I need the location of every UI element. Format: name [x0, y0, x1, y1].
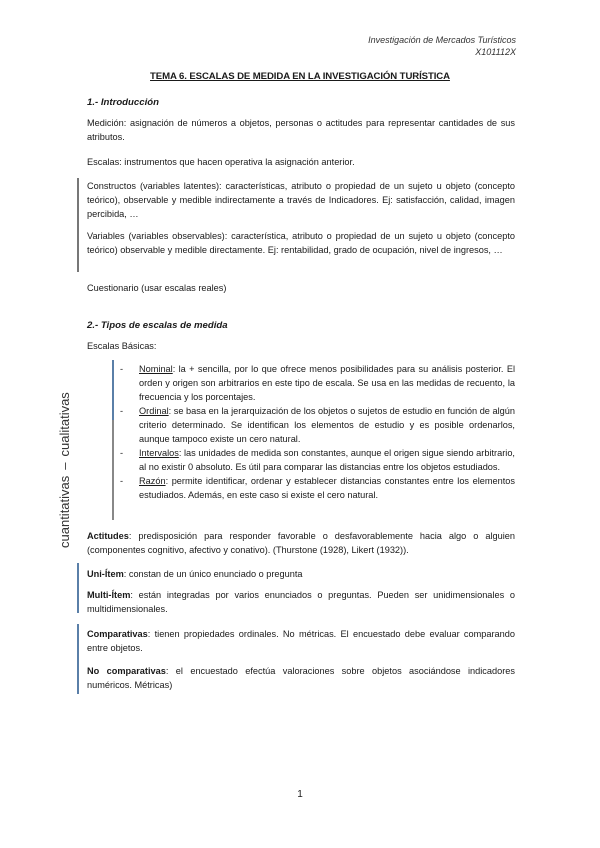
term-intervalos: Intervalos [139, 448, 179, 458]
paragraph-no-comparativas [87, 664, 515, 692]
page-title: TEMA 6. ESCALAS DE MEDIDA EN LA INVESTIGACIÓN TURÍSTICA [150, 71, 450, 82]
side-label-qualitative: cualitativas [57, 392, 72, 457]
bracket-comparative [77, 624, 79, 694]
list-item-intervalos [120, 446, 515, 474]
side-label-scale-types [57, 392, 72, 548]
paragraph-comparativas [87, 627, 515, 655]
term-ordinal: Ordinal [139, 406, 169, 416]
header-code: X101112X [475, 47, 516, 57]
definition-actitudes: : predisposición para responder favorable o desfavorablemente hacia algo o alguien (componentes cognitivo, afectivo y conativo). (Thurstone (1928), Likert (1932)). [87, 531, 515, 555]
definition-uni-item: : constan de un único enunciado o pregunta [123, 569, 303, 579]
margin-bracket-constructs [77, 178, 79, 272]
bracket-qualitative [112, 360, 114, 420]
term-actitudes: Actitudes [87, 531, 129, 541]
term-razon: Razón [139, 476, 166, 486]
header-course: Investigación de Mercados Turísticos [368, 35, 516, 45]
running-header [368, 34, 516, 58]
list-bullet: - [120, 476, 124, 486]
paragraph-actitudes [87, 529, 515, 557]
definition-nominal: : la + sencilla, por lo que ofrece menos posibilidades para su análisis posterior. El orden y origen son arbitrarios en este tipo de escala. Se usa en las medidas de recuento, la frecuencia y los porcentajes. [139, 364, 515, 402]
paragraph-multi-item [87, 588, 515, 616]
scale-types-list [120, 362, 515, 502]
list-bullet: - [120, 448, 124, 458]
side-label-separator: – [57, 462, 72, 470]
term-no-comparativas: No comparativas [87, 666, 166, 676]
definition-multi-item: : están integradas por varios enunciados o preguntas. Pueden ser unidimensionales o multidimensionales. [87, 590, 515, 614]
paragraph-medicion: Medición: asignación de números a objetos, personas o actitudes para representar cantidades de sus atributos. [87, 118, 515, 142]
bracket-quantitative [112, 420, 114, 520]
paragraph-constructos: Constructos (variables latentes): características, atributo o propiedad de un sujeto u objeto (concepto teórico), observable y medible indirectamente a través de Indicadores. Ej: satisfacción, calidad, imagen percibida, … [87, 181, 515, 219]
bracket-items [77, 563, 79, 613]
section-heading-intro: 1.- Introducción [87, 97, 159, 108]
term-comparativas: Comparativas [87, 629, 148, 639]
paragraph-uni-item [87, 567, 515, 581]
paragraph-variables: Variables (variables observables): característica, atributo o propiedad de un sujeto u objeto (concepto teórico) observable y medible directamente. Ej: rentabilidad, grado de ocupación, nivel de ingresos, … [87, 231, 515, 255]
definition-ordinal: : se basa en la jerarquización de los objetos o sujetos de estudio en función de algún criterio determinado. Se identifican los elementos de estudio y es posible ordenarlos, aunque tampoco existe un cero natural. [139, 406, 515, 444]
term-multi-item: Multi-Ítem [87, 590, 131, 600]
section-heading-types: 2.- Tipos de escalas de medida [87, 320, 228, 331]
paragraph-cuestionario: Cuestionario (usar escalas reales) [87, 283, 227, 293]
definition-intervalos: : las unidades de medida son constantes, aunque el origen sigue siendo arbitrario, al no existir 0 absoluto. Es útil para comparar las distancias entre los objetos estudiados. [139, 448, 515, 472]
list-item-razon [120, 474, 515, 502]
paragraph-escalas: Escalas: instrumentos que hacen operativa la asignación anterior. [87, 157, 355, 167]
list-bullet: - [120, 364, 124, 374]
definition-no-comparativas: : el encuestado efectúa valoraciones sobre objetos asociándose indicadores numéricos. Métricas) [87, 666, 515, 690]
page-number: 1 [297, 789, 303, 800]
term-uni-item: Uni-Ítem [87, 569, 124, 579]
list-item-nominal [120, 362, 515, 404]
list-bullet: - [120, 406, 124, 416]
definition-comparativas: : tienen propiedades ordinales. No métricas. El encuestado debe evaluar comparando entre objetos. [87, 629, 515, 653]
list-item-ordinal [120, 404, 515, 446]
term-nominal: Nominal [139, 364, 173, 374]
definition-razon: : permite identificar, ordenar y establecer distancias constantes entre los elementos estudiados. Además, en este caso si existe el cero natural. [139, 476, 515, 500]
side-label-quantitative: cuantitativas [57, 475, 72, 548]
paragraph-escalas-basicas: Escalas Básicas: [87, 341, 157, 351]
